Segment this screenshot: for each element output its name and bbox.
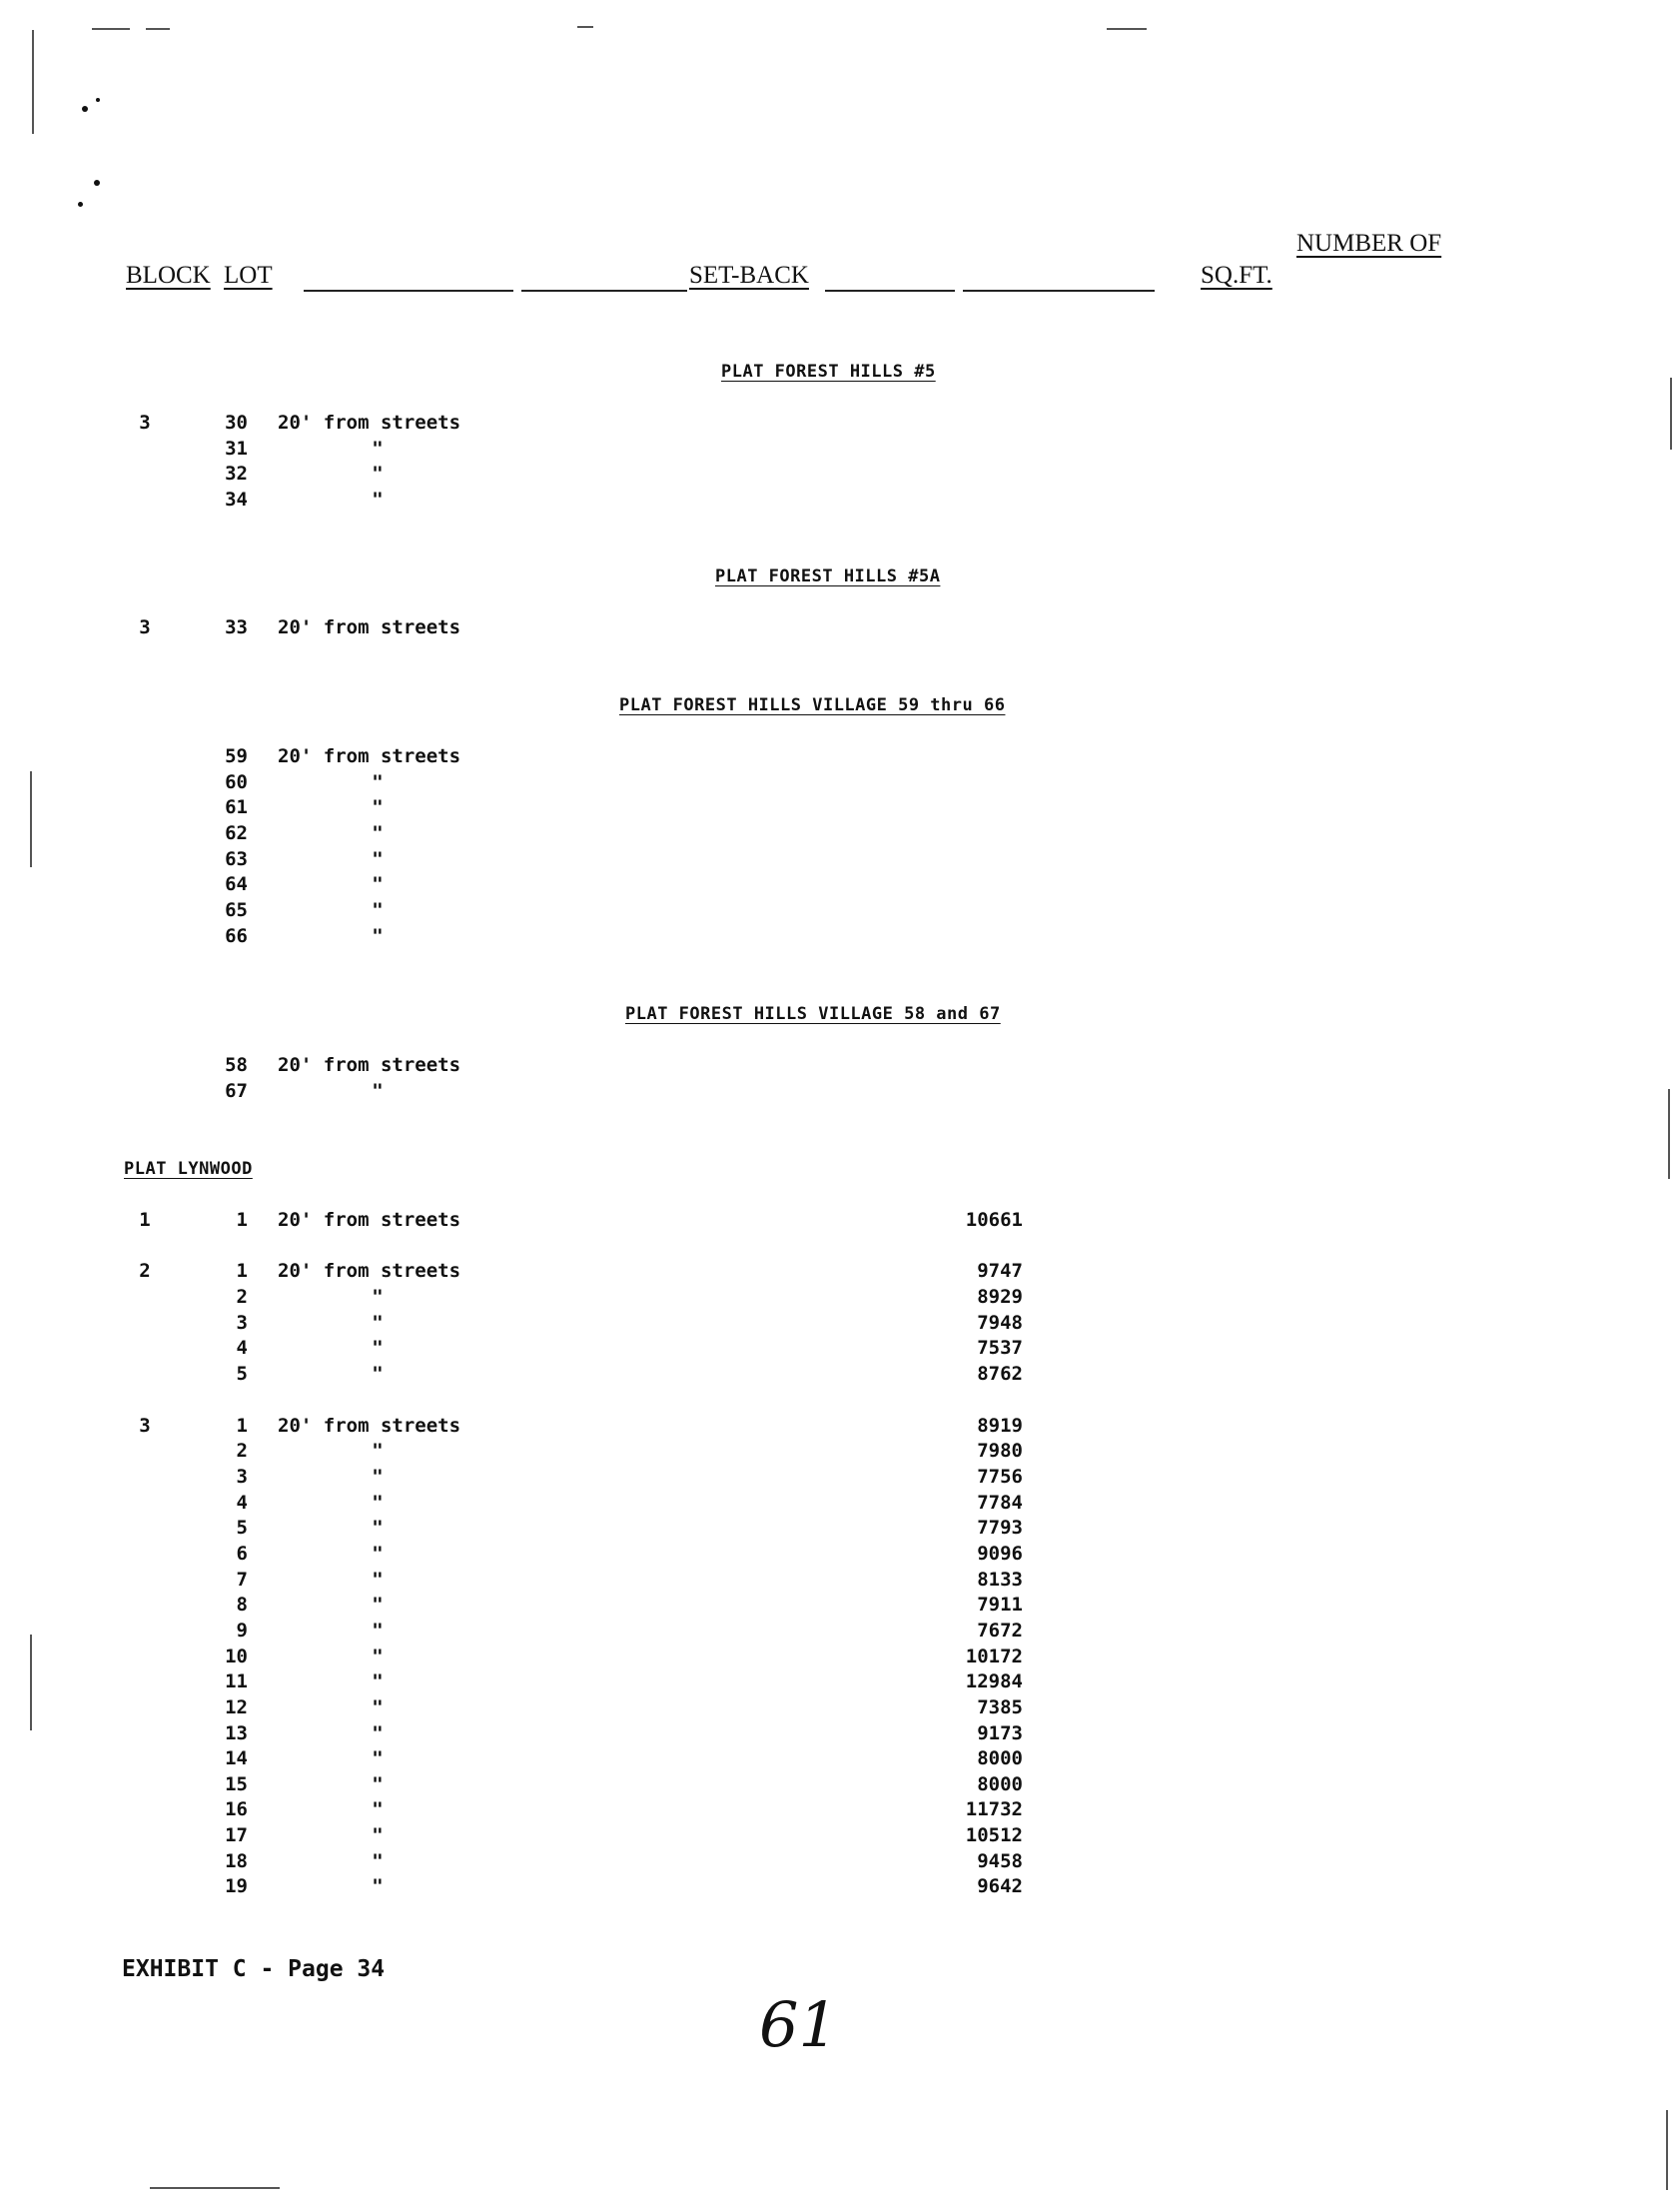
block-cell: 3 — [139, 616, 151, 638]
sqft-cell: 9747 — [977, 1260, 1023, 1282]
sqft-cell: 8000 — [977, 1773, 1023, 1795]
table-row — [0, 1543, 1680, 1569]
ditto-mark: " — [372, 1798, 384, 1820]
ditto-mark: " — [372, 925, 384, 947]
lot-cell: 65 — [225, 899, 248, 921]
lot-cell: 63 — [225, 848, 248, 870]
sqft-cell: 7385 — [977, 1696, 1023, 1718]
table-row — [0, 796, 1680, 822]
scan-artifact — [577, 26, 593, 28]
ditto-mark: " — [372, 1747, 384, 1769]
table-row — [0, 412, 1680, 438]
setback-cell: 20' from streets — [278, 1415, 461, 1437]
ditto-mark: " — [372, 899, 384, 921]
lot-cell: 1 — [236, 1260, 248, 1282]
table-row — [0, 463, 1680, 489]
sqft-cell: 8000 — [977, 1747, 1023, 1769]
ditto-mark: " — [372, 1824, 384, 1846]
lot-cell: 62 — [225, 822, 248, 844]
ditto-mark: " — [372, 1312, 384, 1334]
sqft-cell: 7672 — [977, 1620, 1023, 1642]
ditto-mark: " — [372, 489, 384, 511]
setback-cell: 20' from streets — [278, 1260, 461, 1282]
lot-cell: 9 — [236, 1620, 248, 1642]
sqft-cell: 7537 — [977, 1337, 1023, 1359]
table-row — [0, 1798, 1680, 1824]
scan-dot — [94, 180, 100, 186]
scan-artifact — [1666, 2110, 1668, 2190]
ditto-mark: " — [372, 1646, 384, 1667]
scan-artifact — [92, 28, 130, 30]
header-rule — [304, 290, 513, 292]
table-row — [0, 1337, 1680, 1363]
sqft-cell: 8919 — [977, 1415, 1023, 1437]
lot-cell: 14 — [225, 1747, 248, 1769]
sqft-cell: 8762 — [977, 1363, 1023, 1385]
ditto-mark: " — [372, 1517, 384, 1539]
header-rule — [963, 290, 1155, 292]
table-row — [0, 873, 1680, 899]
table-row — [0, 1466, 1680, 1492]
lot-cell: 19 — [225, 1875, 248, 1897]
sqft-cell: 7784 — [977, 1492, 1023, 1514]
lot-cell: 31 — [225, 438, 248, 460]
table-row — [0, 1054, 1680, 1080]
sqft-cell: 11732 — [965, 1798, 1023, 1820]
header-rule — [825, 290, 955, 292]
sqft-cell: 9096 — [977, 1543, 1023, 1565]
table-row — [0, 1440, 1680, 1466]
scan-dot — [78, 202, 83, 207]
lot-cell: 12 — [225, 1696, 248, 1718]
lot-cell: 15 — [225, 1773, 248, 1795]
scan-dot — [96, 98, 100, 102]
sqft-cell: 10512 — [965, 1824, 1023, 1846]
lot-cell: 61 — [225, 796, 248, 818]
ditto-mark: " — [372, 1440, 384, 1462]
setback-cell: 20' from streets — [278, 745, 461, 767]
table-row — [0, 1850, 1680, 1876]
sqft-cell: 9458 — [977, 1850, 1023, 1872]
scan-artifact — [32, 30, 34, 134]
section-title: PLAT FOREST HILLS VILLAGE 59 thru 66 — [619, 695, 1006, 715]
ditto-mark: " — [372, 1492, 384, 1514]
ditto-mark: " — [372, 1722, 384, 1744]
lot-cell: 3 — [236, 1466, 248, 1488]
lot-cell: 2 — [236, 1440, 248, 1462]
sqft-cell: 8133 — [977, 1569, 1023, 1591]
lot-cell: 64 — [225, 873, 248, 895]
section-title: PLAT FOREST HILLS #5A — [715, 566, 941, 586]
table-row — [0, 1415, 1680, 1441]
table-row — [0, 745, 1680, 771]
scan-artifact — [146, 28, 170, 30]
sqft-cell: 7948 — [977, 1312, 1023, 1334]
table-row — [0, 616, 1680, 642]
sqft-cell: 8929 — [977, 1286, 1023, 1308]
table-row — [0, 1875, 1680, 1901]
lot-cell: 16 — [225, 1798, 248, 1820]
sqft-cell: 9642 — [977, 1875, 1023, 1897]
lot-cell: 17 — [225, 1824, 248, 1846]
table-row — [0, 1569, 1680, 1595]
lot-cell: 30 — [225, 412, 248, 434]
ditto-mark: " — [372, 1670, 384, 1692]
lot-cell: 66 — [225, 925, 248, 947]
ditto-mark: " — [372, 463, 384, 485]
setback-cell: 20' from streets — [278, 412, 461, 434]
table-row — [0, 1363, 1680, 1389]
ditto-mark: " — [372, 1363, 384, 1385]
table-row — [0, 1747, 1680, 1773]
table-row — [0, 1312, 1680, 1338]
table-row — [0, 899, 1680, 925]
table-row — [0, 771, 1680, 797]
lot-cell: 5 — [236, 1517, 248, 1539]
section-title: PLAT FOREST HILLS VILLAGE 58 and 67 — [625, 1004, 1001, 1024]
ditto-mark: " — [372, 438, 384, 460]
table-row — [0, 1260, 1680, 1286]
sqft-cell: 9173 — [977, 1722, 1023, 1744]
lot-cell: 10 — [225, 1646, 248, 1667]
ditto-mark: " — [372, 1569, 384, 1591]
table-row — [0, 438, 1680, 464]
lot-cell: 67 — [225, 1080, 248, 1102]
sqft-cell: 10661 — [965, 1209, 1023, 1231]
ditto-mark: " — [372, 822, 384, 844]
table-row — [0, 489, 1680, 515]
scan-artifact — [1107, 28, 1147, 30]
ditto-mark: " — [372, 1466, 384, 1488]
ditto-mark: " — [372, 1850, 384, 1872]
table-row — [0, 848, 1680, 874]
sqft-cell: 7793 — [977, 1517, 1023, 1539]
ditto-mark: " — [372, 1594, 384, 1616]
lot-cell: 5 — [236, 1363, 248, 1385]
header-rule — [521, 290, 687, 292]
header-setback: SET-BACK — [689, 262, 809, 289]
lot-cell: 2 — [236, 1286, 248, 1308]
scan-dot — [82, 106, 88, 112]
sqft-cell: 12984 — [965, 1670, 1023, 1692]
header-lot: LOT — [224, 262, 273, 289]
ditto-mark: " — [372, 1875, 384, 1897]
table-row — [0, 1286, 1680, 1312]
lot-cell: 1 — [236, 1209, 248, 1231]
handwritten-page-number: 61 — [759, 1988, 838, 2061]
lot-cell: 32 — [225, 463, 248, 485]
ditto-mark: " — [372, 1080, 384, 1102]
ditto-mark: " — [372, 1696, 384, 1718]
lot-cell: 8 — [236, 1594, 248, 1616]
ditto-mark: " — [372, 873, 384, 895]
table-row — [0, 1080, 1680, 1106]
lot-cell: 4 — [236, 1337, 248, 1359]
exhibit-page-label: EXHIBIT C - Page 34 — [122, 1956, 386, 1982]
header-sq-ft: SQ.FT. — [1201, 262, 1272, 289]
header-number-of: NUMBER OF — [1296, 230, 1442, 257]
setback-cell: 20' from streets — [278, 1209, 461, 1231]
header-block: BLOCK — [126, 262, 211, 289]
sqft-cell: 10172 — [965, 1646, 1023, 1667]
table-row — [0, 1646, 1680, 1671]
lot-cell: 13 — [225, 1722, 248, 1744]
table-row — [0, 1517, 1680, 1543]
block-cell: 2 — [139, 1260, 151, 1282]
ditto-mark: " — [372, 1620, 384, 1642]
scan-artifact — [150, 2187, 280, 2189]
section-title: PLAT FOREST HILLS #5 — [721, 362, 936, 382]
sqft-cell: 7911 — [977, 1594, 1023, 1616]
lot-cell: 34 — [225, 489, 248, 511]
lot-cell: 59 — [225, 745, 248, 767]
table-row — [0, 1620, 1680, 1646]
lot-cell: 58 — [225, 1054, 248, 1076]
table-row — [0, 1722, 1680, 1748]
setback-cell: 20' from streets — [278, 1054, 461, 1076]
lot-cell: 18 — [225, 1850, 248, 1872]
ditto-mark: " — [372, 771, 384, 793]
block-cell: 1 — [139, 1209, 151, 1231]
table-row — [0, 1824, 1680, 1850]
lot-cell: 33 — [225, 616, 248, 638]
block-cell: 3 — [139, 412, 151, 434]
lot-cell: 7 — [236, 1569, 248, 1591]
sqft-cell: 7980 — [977, 1440, 1023, 1462]
block-cell: 3 — [139, 1415, 151, 1437]
ditto-mark: " — [372, 1286, 384, 1308]
ditto-mark: " — [372, 796, 384, 818]
section-title: PLAT LYNWOOD — [124, 1159, 253, 1179]
lot-cell: 6 — [236, 1543, 248, 1565]
lot-cell: 4 — [236, 1492, 248, 1514]
table-row — [0, 1670, 1680, 1696]
lot-cell: 3 — [236, 1312, 248, 1334]
ditto-mark: " — [372, 848, 384, 870]
lot-cell: 1 — [236, 1415, 248, 1437]
sqft-cell: 7756 — [977, 1466, 1023, 1488]
table-row — [0, 1773, 1680, 1799]
table-row — [0, 1209, 1680, 1235]
setback-cell: 20' from streets — [278, 616, 461, 638]
table-row — [0, 822, 1680, 848]
lot-cell: 60 — [225, 771, 248, 793]
ditto-mark: " — [372, 1337, 384, 1359]
table-row — [0, 1492, 1680, 1518]
ditto-mark: " — [372, 1543, 384, 1565]
table-row — [0, 1696, 1680, 1722]
table-row — [0, 1594, 1680, 1620]
table-row — [0, 925, 1680, 951]
ditto-mark: " — [372, 1773, 384, 1795]
lot-cell: 11 — [225, 1670, 248, 1692]
